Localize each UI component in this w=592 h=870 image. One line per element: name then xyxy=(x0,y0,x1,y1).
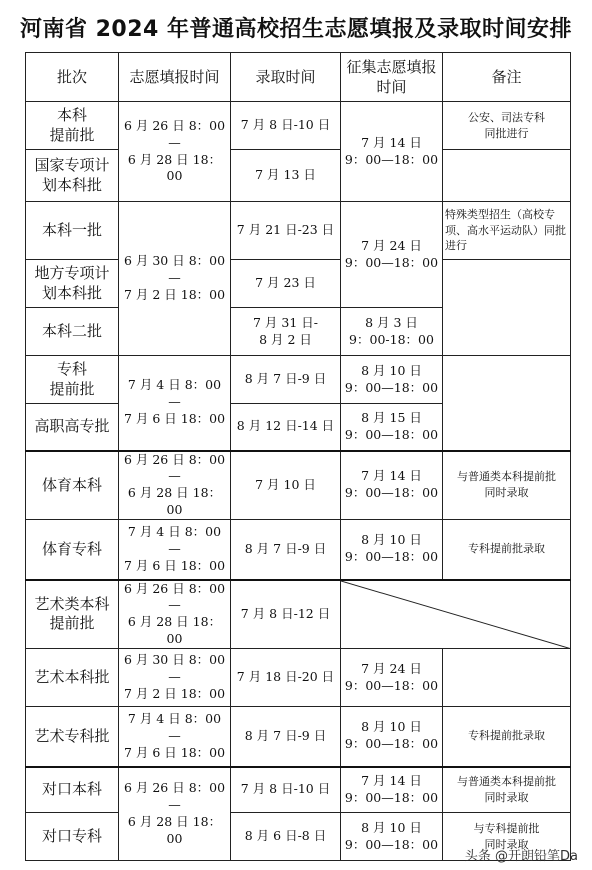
batch-cell: 国家专项计 划本科批 xyxy=(26,150,119,202)
collect-time-cell: 8 月 15 日 9：00—18：00 xyxy=(341,404,443,451)
collect-time-cell: 7 月 24 日 9：00—18：00 xyxy=(341,649,443,707)
note-cell: 与专科提前批 同时录取 xyxy=(443,813,571,861)
admit-time-cell: 8 月 6 日-8 日 xyxy=(231,813,341,861)
collect-time-cell: 8 月 10 日 9：00—18：00 xyxy=(341,707,443,767)
batch-cell: 艺术专科批 xyxy=(26,707,119,767)
collect-time-cell: 8 月 10 日 9：00—18：00 xyxy=(341,356,443,404)
admit-time-cell: 8 月 7 日-9 日 xyxy=(231,520,341,580)
batch-cell: 艺术本科批 xyxy=(26,649,119,707)
fill-time-cell: 7 月 4 日 8：00 — 7 月 6 日 18：00 xyxy=(119,707,231,767)
watermark: 头条 @开朗铅笔Da xyxy=(464,849,578,864)
note-cell xyxy=(443,150,571,202)
admit-time-cell: 8 月 7 日-9 日 xyxy=(231,707,341,767)
table-row xyxy=(26,260,571,308)
batch-cell: 本科二批 xyxy=(26,308,119,356)
admit-time-cell: 7 月 8 日-12 日 xyxy=(231,580,341,649)
batch-cell: 艺术类本科 提前批 xyxy=(26,580,119,649)
header-note: 备注 xyxy=(443,53,571,102)
batch-cell: 本科一批 xyxy=(26,202,119,260)
batch-cell: 体育专科 xyxy=(26,520,119,580)
collect-time-cell: 7 月 14 日 9：00—18：00 xyxy=(341,102,443,202)
note-cell xyxy=(443,649,571,707)
fill-time-cell: 7 月 4 日 8：00 — 7 月 6 日 18：00 xyxy=(119,520,231,580)
batch-cell: 对口专科 xyxy=(26,813,119,861)
fill-time-cell: 6 月 30 日 8：00 — 7 月 2 日 18：00 xyxy=(119,202,231,356)
note-cell xyxy=(443,356,571,451)
header-admit-time: 录取时间 xyxy=(231,53,341,102)
fill-time-cell: 6 月 26 日 8：00 — 6 月 28 日 18：00 xyxy=(119,451,231,520)
note-cell xyxy=(443,260,571,356)
header-fill-time: 志愿填报时间 xyxy=(119,53,231,102)
table-row xyxy=(26,356,571,404)
table-row xyxy=(26,102,571,150)
fill-time-cell: 6 月 26 日 8：00 — 6 月 28 日 18：00 xyxy=(119,767,231,861)
collect-time-cell: 7 月 24 日 9：00—18：00 xyxy=(341,202,443,308)
admit-time-cell: 7 月 8 日-10 日 xyxy=(231,102,341,150)
fill-time-cell: 6 月 26 日 8：00 — 6 月 28 日 18：00 xyxy=(119,580,231,649)
admission-schedule-table xyxy=(25,52,571,861)
batch-cell: 对口本科 xyxy=(26,767,119,813)
diagonal-line xyxy=(341,581,570,649)
batch-cell: 体育本科 xyxy=(26,451,119,520)
admit-time-cell: 7 月 10 日 xyxy=(231,451,341,520)
batch-cell: 高职高专批 xyxy=(26,404,119,451)
note-cell: 特殊类型招生（高校专项、高水平运动队）同批进行 xyxy=(443,202,571,260)
table-row xyxy=(26,451,571,520)
note-cell: 与普通类本科提前批 同时录取 xyxy=(443,767,571,813)
admit-time-cell: 8 月 7 日-9 日 xyxy=(231,356,341,404)
table-row xyxy=(26,150,571,202)
note-cell: 与普通类本科提前批 同时录取 xyxy=(443,451,571,520)
page-title: 河南省 2024 年普通高校招生志愿填报及录取时间安排 xyxy=(19,17,573,42)
admit-time-cell: 7 月 8 日-10 日 xyxy=(231,767,341,813)
fill-time-cell: 7 月 4 日 8：00 — 7 月 6 日 18：00 xyxy=(119,356,231,451)
batch-cell: 本科 提前批 xyxy=(26,102,119,150)
note-cell: 专科提前批录取 xyxy=(443,520,571,580)
header-batch: 批次 xyxy=(26,53,119,102)
admit-time-cell: 7 月 31 日- 8 月 2 日 xyxy=(231,308,341,356)
admit-time-cell: 7 月 18 日-20 日 xyxy=(231,649,341,707)
table-row xyxy=(26,202,571,260)
header-row xyxy=(26,53,571,102)
table-row xyxy=(26,520,571,580)
admit-time-cell: 7 月 21 日-23 日 xyxy=(231,202,341,260)
table-row xyxy=(26,649,571,707)
table-row xyxy=(26,707,571,767)
collect-time-cell: 8 月 10 日 9：00—18：00 xyxy=(341,520,443,580)
collect-time-cell: 7 月 14 日 9：00—18：00 xyxy=(341,451,443,520)
fill-time-cell: 6 月 26 日 8：00 — 6 月 28 日 18：00 xyxy=(119,102,231,202)
header-collect-time: 征集志愿填报时间 xyxy=(341,53,443,102)
fill-time-cell: 6 月 30 日 8：00 — 7 月 2 日 18：00 xyxy=(119,649,231,707)
note-cell: 公安、司法专科 同批进行 xyxy=(443,102,571,150)
note-cell: 专科提前批录取 xyxy=(443,707,571,767)
collect-time-cell: 8 月 3 日 9：00-18：00 xyxy=(341,308,443,356)
admit-time-cell: 7 月 23 日 xyxy=(231,260,341,308)
table-row xyxy=(26,580,571,649)
batch-cell: 地方专项计 划本科批 xyxy=(26,260,119,308)
admit-time-cell: 8 月 12 日-14 日 xyxy=(231,404,341,451)
table-row xyxy=(26,767,571,813)
diagonal-blank-cell xyxy=(341,580,571,649)
collect-time-cell: 7 月 14 日 9：00—18：00 xyxy=(341,767,443,813)
collect-time-cell: 8 月 10 日 9：00—18：00 xyxy=(341,813,443,861)
admit-time-cell: 7 月 13 日 xyxy=(231,150,341,202)
batch-cell: 专科 提前批 xyxy=(26,356,119,404)
